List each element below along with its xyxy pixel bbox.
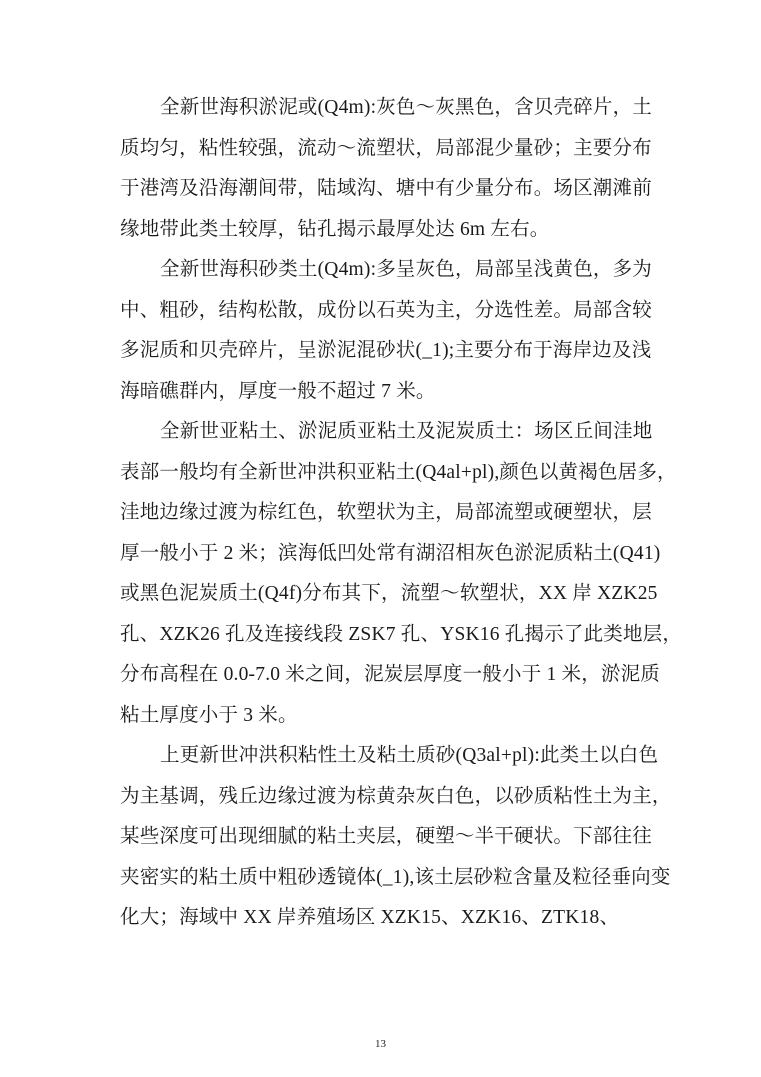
document-page [120, 92, 683, 943]
text-line: 中、粗砂，结构松散，成份以石英为主，分选性差。局部含较 [120, 299, 652, 321]
paragraph-holocene-marine-silt [120, 92, 653, 254]
text-line: 夹密实的粘土质中粗砂透镜体(_1),该土层砂粒含量及粒径垂向变 [120, 866, 671, 888]
text-line: 孔、XZK26 孔及连接线段 ZSK7 孔、YSK16 孔揭示了此类地层， [120, 623, 683, 645]
text-line: 为主基调，残丘边缘过渡为棕黄杂灰白色，以砂质粘性土为主， [120, 785, 672, 807]
text-line: 全新世海积砂类土(Q4m):多呈灰色，局部呈浅黄色，多为 [160, 259, 653, 280]
text-line: 质均匀，粘性较强，流动～流塑状，局部混少量砂；主要分布 [120, 137, 652, 159]
text-line: 分布高程在 0.0-7.0 米之间，泥炭层厚度一般小于 1 米，淤泥质 [120, 664, 660, 685]
text-line: 粘土厚度小于 3 米。 [120, 704, 298, 726]
paragraph-holocene-clay-peat [120, 416, 683, 740]
text-line: 洼地边缘过渡为棕红色，软塑状为主，局部流塑或硬塑状，层 [120, 502, 652, 523]
text-line: 缘地带此类土较厚，钻孔揭示最厚处达 6m 左右。 [120, 218, 550, 240]
text-line: 海暗礁群内，厚度一般不超过 7 米。 [120, 380, 436, 402]
text-line: 全新世亚粘土、淤泥质亚粘土及泥炭质土：场区丘间洼地 [160, 421, 653, 442]
text-line: 表部一般均有全新世冲洪积亚粘土(Q4al+pl),颜色以黄褐色居多， [120, 461, 677, 483]
text-line: 上更新世冲洪积粘性土及粘土质砂(Q3al+pl):此类土以白色 [160, 745, 659, 766]
text-line: 或黑色泥炭质土(Q4f)分布其下，流塑～软塑状，XX 岸 XZK25 [120, 583, 658, 604]
text-line: 全新世海积淤泥或(Q4m):灰色～灰黑色，含贝壳碎片，土 [160, 97, 653, 118]
paragraph-pleistocene-cohesive-soil [120, 740, 672, 943]
paragraph-holocene-marine-sand [120, 254, 653, 416]
text-line: 多泥质和贝壳碎片，呈淤泥混砂状(_1);主要分布于海岸边及浅 [120, 340, 652, 361]
text-line: 于港湾及沿海潮间带，陆域沟、塘中有少量分布。场区潮滩前 [120, 178, 652, 199]
text-line: 化大；海域中 XX 岸养殖场区 XZK15、XZK16、ZTK18、 [120, 907, 620, 928]
text-line: 厚一般小于 2 米；滨海低凹处常有湖沼相灰色淤泥质粘土(Q41) [120, 542, 661, 564]
text-line: 某些深度可出现细腻的粘土夹层，硬塑～半干硬状。下部往往 [120, 826, 652, 847]
page-number: 13 [375, 1038, 386, 1050]
